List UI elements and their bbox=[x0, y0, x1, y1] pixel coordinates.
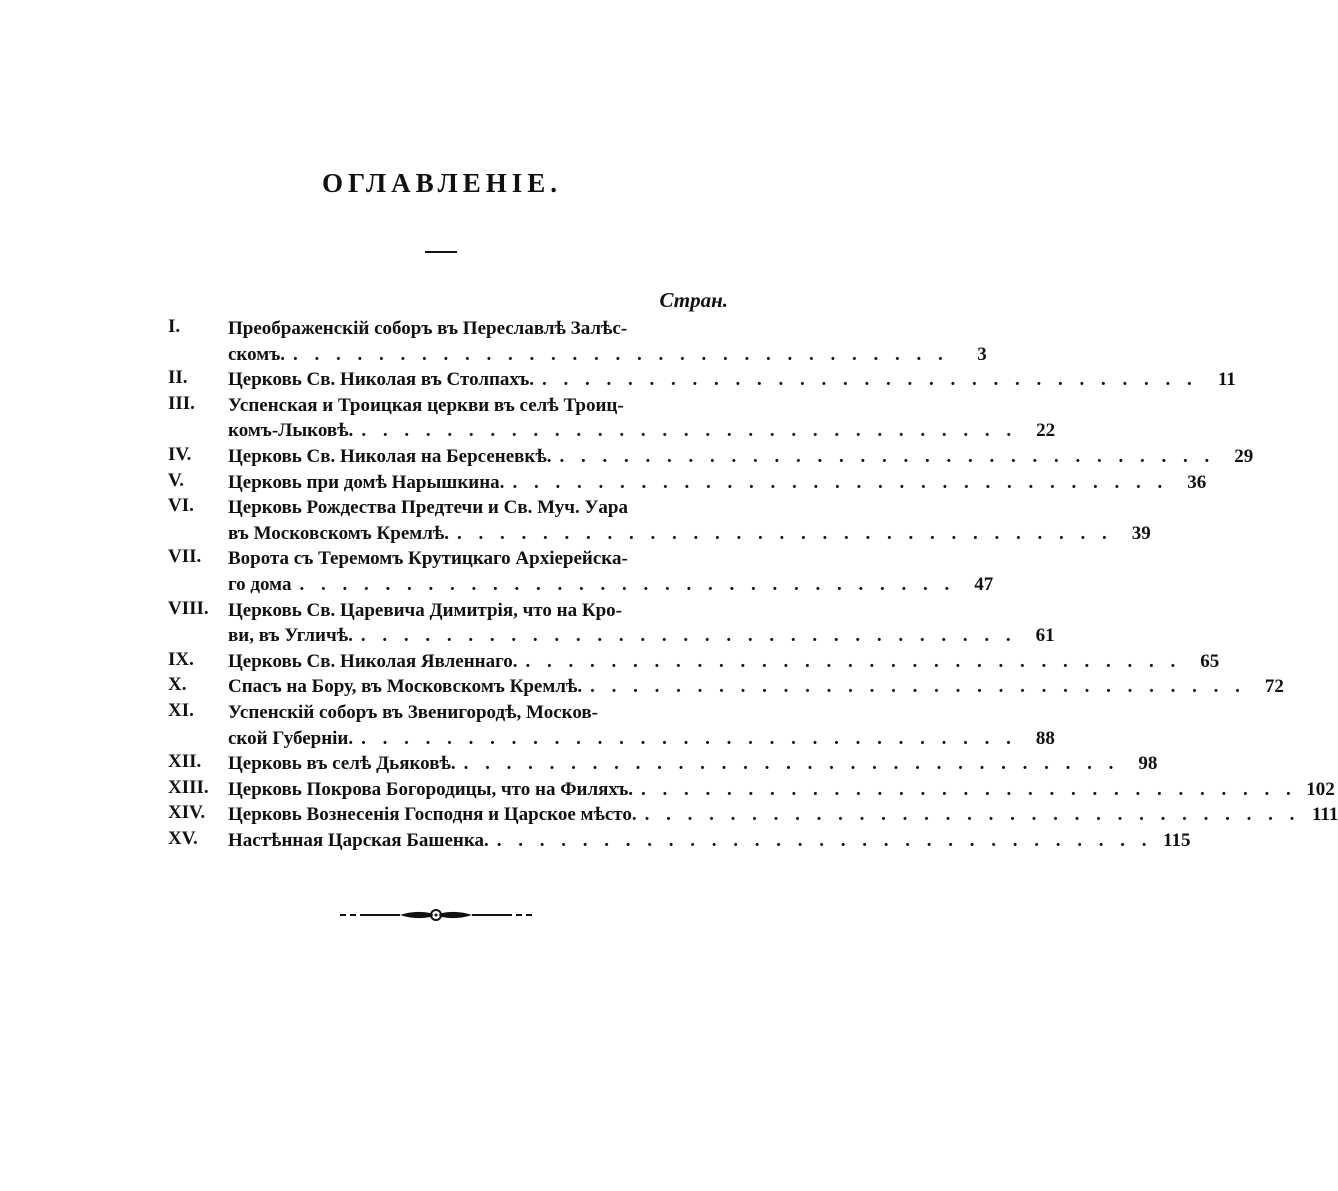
toc-entry bbox=[168, 827, 1191, 854]
toc-entry-page: 36 bbox=[1187, 471, 1207, 493]
toc-entry bbox=[168, 648, 1220, 675]
toc-entry-page: 22 bbox=[1036, 420, 1056, 442]
toc-entry-page: 39 bbox=[1131, 522, 1151, 544]
dot-leader: . . . . . . . . . . . . . . . . . . . . . . . . . . . . . . . bbox=[360, 625, 1017, 647]
dot-leader: . . . . . . . . . . . . . . . . . . . . . . . . . . . . . . . bbox=[512, 471, 1169, 493]
title-rule bbox=[425, 251, 457, 253]
toc-entry-title: Церковь Вознесенія Господня и Царское мѣсто. bbox=[228, 804, 637, 826]
toc-entry-title: Церковь Св. Николая на Берсеневкѣ. bbox=[228, 445, 552, 467]
toc-entry-title-continued: ской Губерніи. bbox=[228, 727, 354, 749]
toc-entry-title-continued: го дома bbox=[228, 573, 292, 595]
toc-entry-title: Успенская и Троицкая церкви въ селѣ Троиц- bbox=[228, 394, 624, 416]
dot-leader: . . . . . . . . . . . . . . . . . . . . . . . . . . . . . . . bbox=[299, 573, 956, 595]
table-of-contents bbox=[168, 316, 1338, 853]
toc-entry bbox=[168, 367, 1236, 393]
toc-entry-number: II. bbox=[168, 367, 188, 389]
toc-entry-title-continued: ви, въ Угличѣ. bbox=[228, 625, 353, 647]
toc-entry bbox=[168, 469, 1207, 496]
toc-entry-page: 47 bbox=[974, 573, 994, 595]
toc-entry bbox=[168, 443, 1254, 470]
toc-entry-page: 115 bbox=[1163, 829, 1191, 851]
toc-entry-page: 61 bbox=[1035, 625, 1055, 647]
toc-entry-page: 111 bbox=[1311, 804, 1338, 826]
dot-leader: . . . . . . . . . . . . . . . . . . . . . . . . . . . . . . . bbox=[361, 727, 1017, 749]
toc-entry-page: 11 bbox=[1217, 369, 1236, 391]
dot-leader: . . . . . . . . . . . . . . . . . . . . . . . . . . . . . . . bbox=[590, 676, 1246, 698]
toc-entry bbox=[168, 674, 1284, 700]
toc-entry-page: 72 bbox=[1264, 676, 1284, 698]
toc-entry-title: Ворота съ Теремомъ Крутицкаго Архіерейска- bbox=[228, 548, 628, 570]
toc-entry bbox=[168, 546, 994, 597]
toc-entry-title-continued: скомъ. bbox=[228, 343, 286, 365]
toc-entry-number: IV. bbox=[168, 443, 192, 465]
toc-entry-number: I. bbox=[168, 316, 181, 337]
toc-entry-page: 3 bbox=[977, 343, 987, 365]
toc-entry-number: X. bbox=[168, 674, 187, 696]
toc-entry bbox=[168, 802, 1338, 828]
toc-entry-number: XI. bbox=[168, 699, 194, 721]
toc-entry bbox=[168, 597, 1055, 649]
toc-entry-number: III. bbox=[168, 392, 195, 414]
toc-entry-number: XIII. bbox=[168, 776, 209, 798]
toc-entry bbox=[168, 392, 1056, 444]
toc-entry-page: 88 bbox=[1035, 727, 1055, 749]
dot-leader: . . . . . . . . . . . . . . . . . . . . . . . . . . . . . . . bbox=[457, 522, 1113, 544]
pages-column-label: Стран. bbox=[659, 288, 728, 312]
dot-leader: . . . . . . . . . . . . . . . . . . . . . . . . . . . . . . . bbox=[644, 804, 1301, 826]
dot-leader: . . . . . . . . . . . . . . . . . . . . . . . . . . . . . . . bbox=[361, 420, 1018, 442]
toc-entry-page: 65 bbox=[1200, 650, 1220, 672]
toc-entry-page: 29 bbox=[1234, 445, 1254, 467]
toc-entry bbox=[168, 751, 1158, 777]
toc-entry-title: Церковь Св. Николая Явленнаго. bbox=[228, 650, 518, 672]
toc-entry-number: IX. bbox=[168, 648, 194, 670]
toc-entry-title: Преображенскій соборъ въ Переславлѣ Залѣс- bbox=[228, 318, 628, 339]
ornament-divider-icon bbox=[340, 905, 532, 925]
toc-entry-number: VI. bbox=[168, 495, 194, 517]
toc-entry-title: Настѣнная Царская Башенка. bbox=[228, 829, 489, 851]
toc-entry-number: XII. bbox=[168, 751, 202, 773]
toc-entry-number: V. bbox=[168, 469, 185, 491]
dot-leader: . . . . . . . . . . . . . . . . . . . . . . . . . . . . . . . bbox=[525, 650, 1182, 672]
page-title: ОГЛАВЛЕНІЕ. bbox=[321, 168, 563, 198]
toc-entry-title: Успенскій соборъ въ Звенигородѣ, Москов- bbox=[228, 701, 598, 723]
toc-entry-title: Церковь Св. Царевича Димитрія, что на Кро- bbox=[228, 599, 623, 621]
dot-leader: . . . . . . . . . . . . . . . . . . . . . . . . . . . . . . . bbox=[641, 778, 1297, 800]
toc-entry bbox=[168, 316, 987, 367]
toc-entry-page: 98 bbox=[1138, 753, 1158, 775]
toc-entry-title-continued: комъ-Лыковѣ. bbox=[228, 420, 354, 442]
toc-entry bbox=[168, 699, 1055, 751]
toc-entry-number: VIII. bbox=[168, 597, 209, 619]
toc-entry-title-continued: въ Московскомъ Кремлѣ. bbox=[228, 522, 450, 544]
toc-entry-number: XIV. bbox=[168, 802, 206, 824]
toc-entry-title: Церковь при домѣ Нарышкина. bbox=[228, 471, 505, 493]
dot-leader: . . . . . . . . . . . . . . . . . . . . . . . . . . . . . . . bbox=[559, 445, 1216, 467]
dot-leader: . . . . . . . . . . . . . . . . . . . . . . . . . . . . . . . bbox=[496, 829, 1153, 851]
toc-entry-number: XV. bbox=[168, 827, 198, 849]
toc-entry-page: 102 bbox=[1306, 778, 1335, 800]
dot-leader: . . . . . . . . . . . . . . . . . . . . . . . . . . . . . . . bbox=[463, 753, 1120, 775]
toc-entry-title: Церковь въ селѣ Дьяковѣ. bbox=[228, 753, 456, 775]
toc-entry-title: Церковь Св. Николая въ Столпахъ. bbox=[228, 369, 535, 391]
toc-entry bbox=[168, 776, 1335, 803]
toc-entry-title: Церковь Покрова Богородицы, что на Филяхъ. bbox=[228, 778, 634, 800]
toc-entry-title: Спасъ на Бору, въ Московскомъ Кремлѣ. bbox=[228, 676, 583, 698]
toc-entry bbox=[168, 495, 1151, 546]
dot-leader: . . . . . . . . . . . . . . . . . . . . . . . . . . . . . . . bbox=[542, 369, 1198, 391]
toc-entry-number: VII. bbox=[168, 546, 202, 568]
dot-leader: . . . . . . . . . . . . . . . . . . . . . . . . . . . . . . . bbox=[293, 343, 949, 365]
toc-entry-title: Церковь Рождества Предтечи и Св. Муч. Уара bbox=[228, 497, 628, 519]
